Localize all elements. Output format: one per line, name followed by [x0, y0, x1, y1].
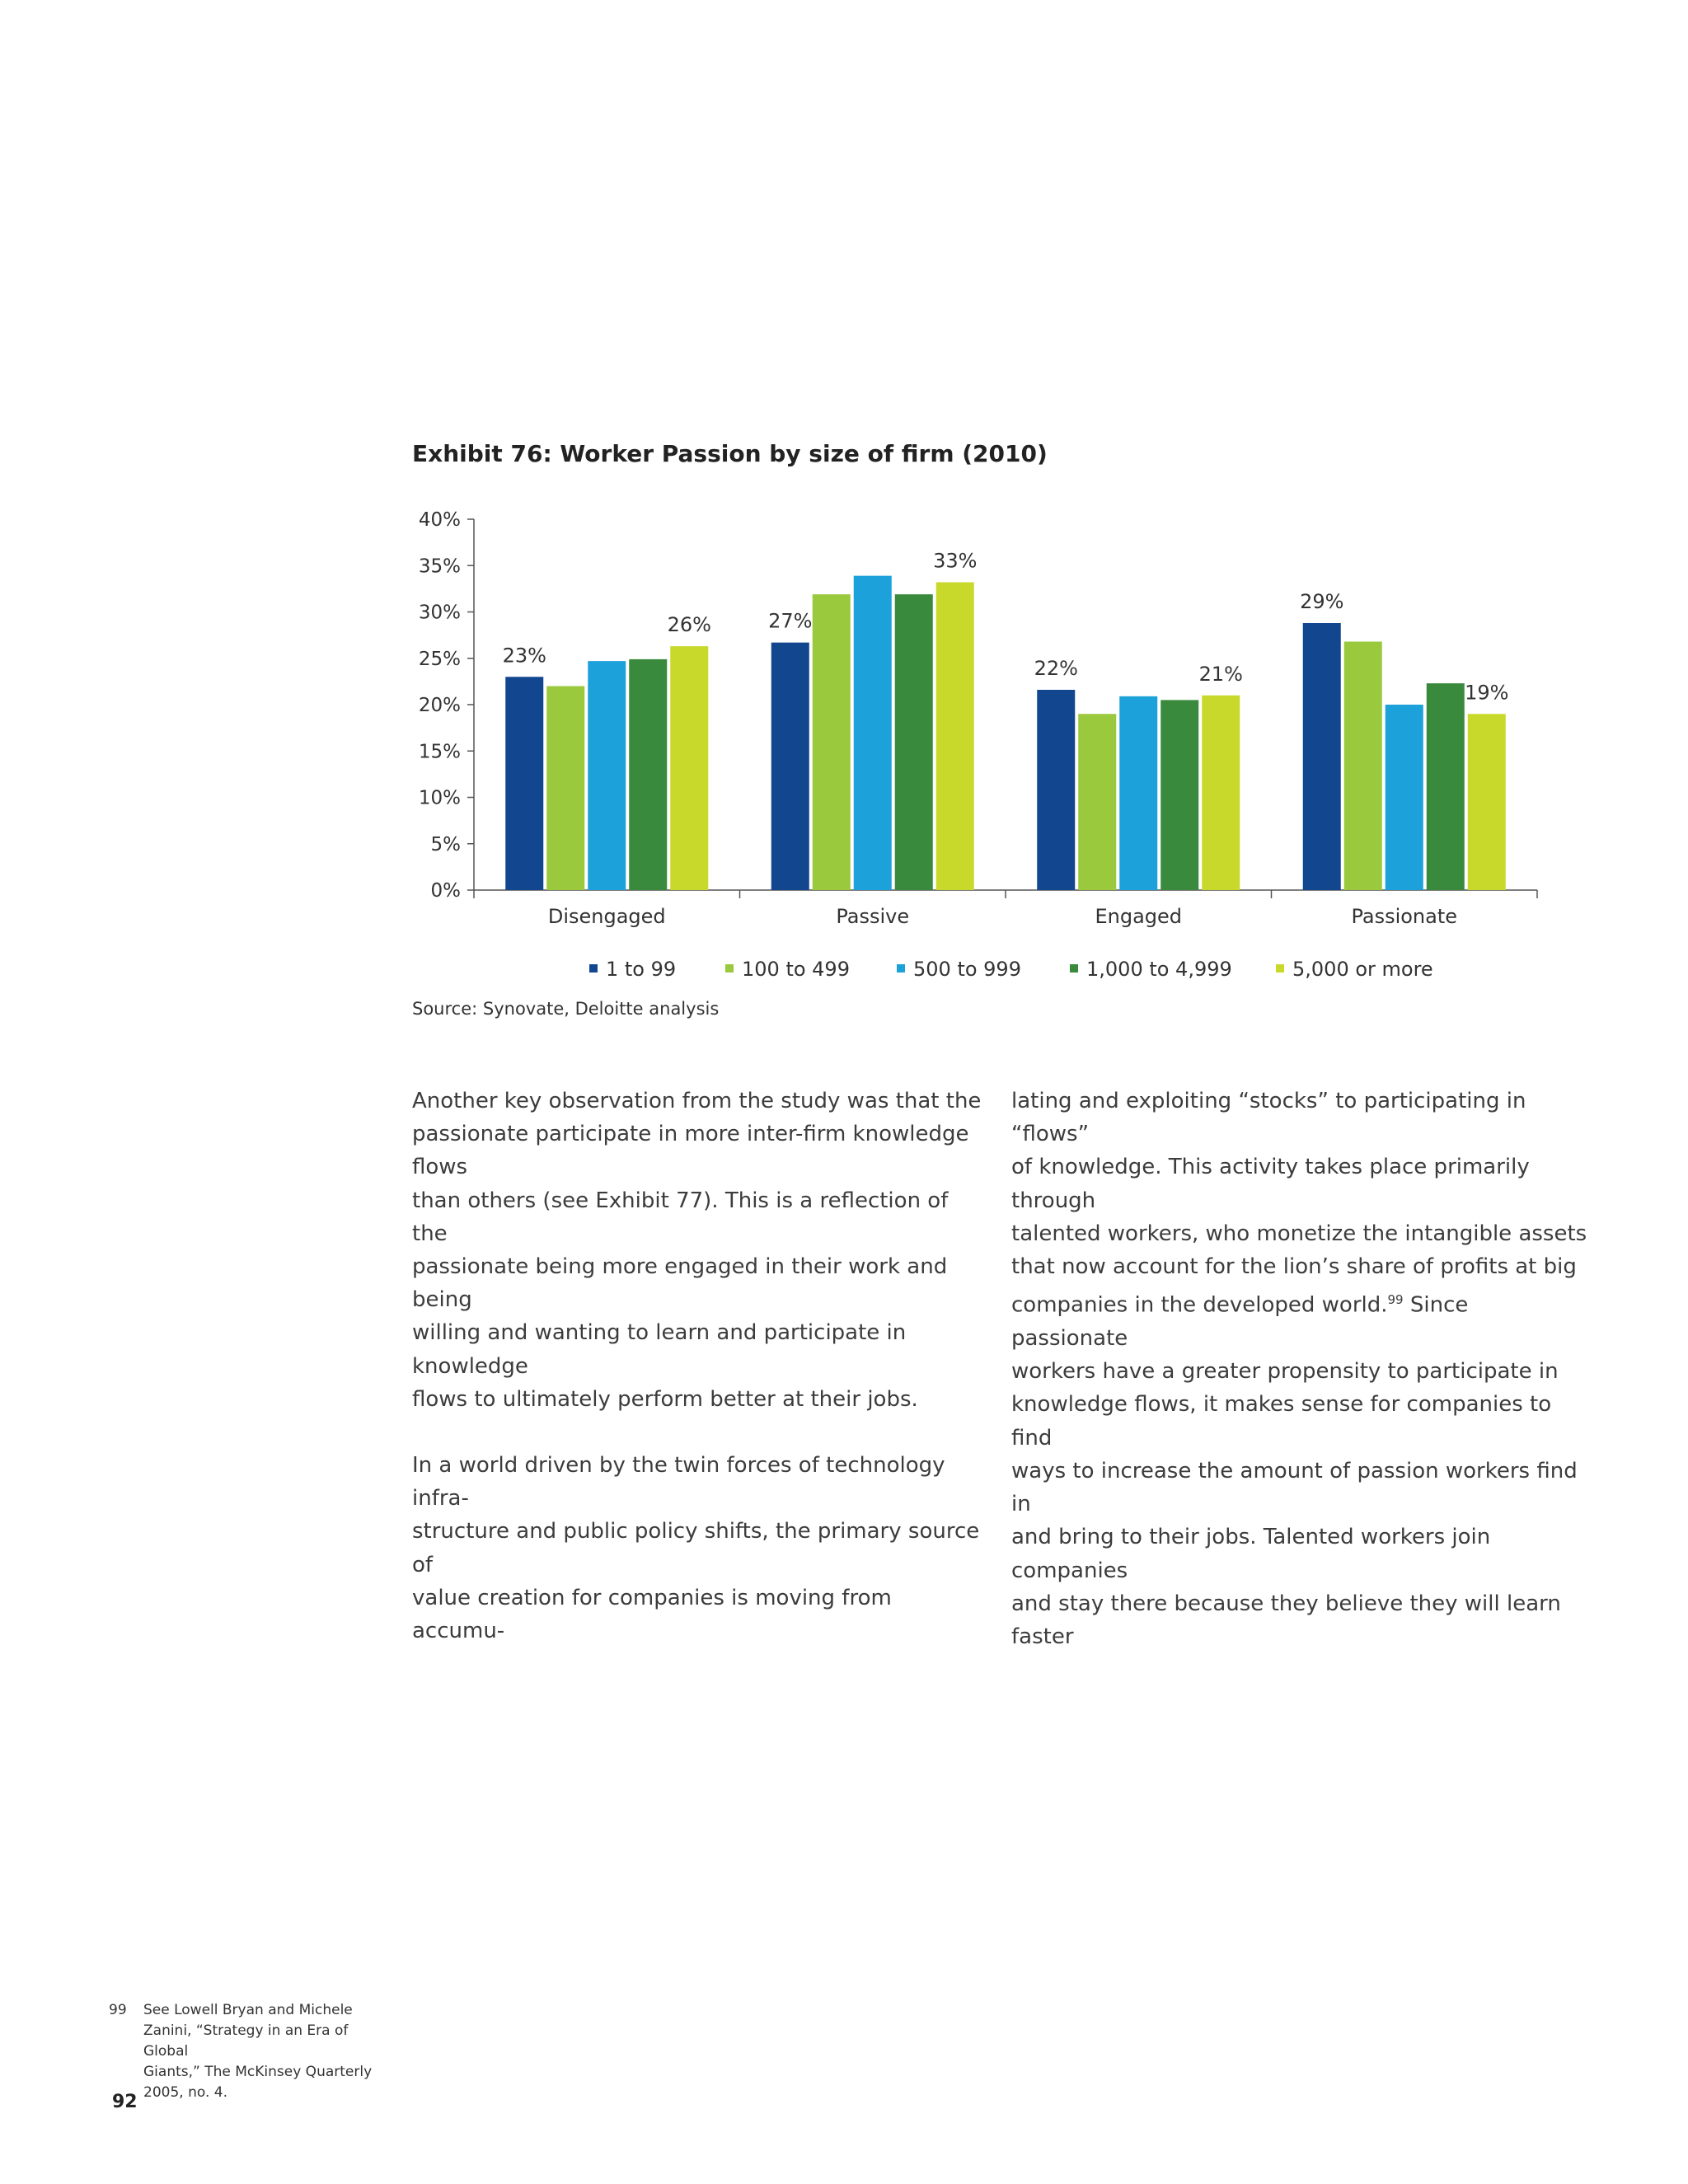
y-tick-label: 20%	[418, 695, 461, 716]
y-tick-label: 0%	[430, 880, 461, 902]
y-tick-label: 5%	[430, 833, 461, 855]
data-label: 22%	[1034, 657, 1078, 680]
bar	[1119, 696, 1157, 890]
bar	[588, 661, 626, 890]
bar	[629, 659, 667, 890]
data-label: 29%	[1300, 590, 1344, 613]
data-label: 19%	[1465, 681, 1509, 705]
bar	[936, 583, 974, 891]
y-tick-label: 10%	[418, 787, 461, 809]
x-category-label: Passive	[836, 905, 910, 928]
body-paragraph: Another key observation from the study was that the passionate participate in more inter-firm knowledge flows than others (see Exhibit 77). This is a reflection of the passionate being more engaged in their work and being willing and wanting to learn and participate in knowledge flows to ultimately perform better at their jobs.	[412, 1089, 982, 1412]
footnote	[109, 2000, 389, 2103]
bar	[1160, 700, 1198, 890]
y-tick-label: 40%	[418, 509, 461, 531]
footnote-number: 99	[109, 2002, 127, 2018]
x-category-label: Engaged	[1095, 905, 1183, 928]
bar	[813, 594, 851, 890]
data-label: 33%	[933, 549, 978, 573]
bar	[1386, 705, 1423, 890]
body-text: lating and exploiting “stocks” to participating in “flows” of knowledge. This activity takes place primarily through talented workers, who monetize the intangible assets that now account for the lion’s share of profits at big companies in the developed world.	[1011, 1089, 1587, 1318]
bar-chart	[396, 494, 1550, 989]
footnote-text: See Lowell Bryan and Michele Zanini, “Strategy in an Era of Global Giants,” The McKinsey Quarterly 2005, no. 4.	[143, 2002, 373, 2101]
bar	[895, 594, 933, 890]
body-column-right	[1011, 1085, 1588, 1653]
chart-source: Source: Synovate, Deloitte analysis	[412, 999, 720, 1019]
x-category-label: Disengaged	[547, 905, 666, 928]
y-tick-label: 35%	[418, 555, 461, 578]
legend-label: 500 to 999	[913, 958, 1021, 981]
bar	[1427, 683, 1465, 890]
legend-swatch	[1276, 964, 1284, 972]
bar	[854, 576, 892, 890]
body-paragraph	[1011, 1085, 1588, 1653]
page-number: 92	[112, 2092, 138, 2112]
body-paragraph: In a world driven by the twin forces of technology infra- structure and public policy shifts, the primary source of value creation for companies is moving from accumu-	[412, 1453, 980, 1644]
legend-label: 5,000 or more	[1292, 958, 1433, 981]
bar	[771, 643, 809, 890]
bar	[1468, 714, 1506, 890]
legend-swatch	[897, 964, 905, 972]
data-label: 27%	[768, 609, 813, 633]
data-label: 21%	[1198, 662, 1243, 686]
legend-label: 100 to 499	[742, 958, 850, 981]
y-tick-label: 25%	[418, 648, 461, 670]
bar	[1344, 642, 1382, 891]
data-label: 26%	[667, 613, 711, 637]
x-category-label: Passionate	[1351, 905, 1458, 928]
legend-label: 1,000 to 4,999	[1086, 958, 1232, 981]
bar	[546, 687, 584, 891]
y-tick-label: 15%	[418, 741, 461, 763]
bar	[1078, 714, 1116, 890]
bar	[1202, 696, 1240, 890]
legend-swatch	[589, 964, 598, 972]
body-column-left	[412, 1085, 989, 1647]
legend-swatch	[1070, 964, 1078, 972]
footnote-reference: 99	[1387, 1292, 1404, 1308]
bar	[1037, 690, 1075, 890]
body-text: Since passionate workers have a greater propensity to participate in knowledge flows, it makes sense for companies to find ways to increase the amount of passion workers find in and bring to their jobs. Talented workers join companies and stay there because they believe they will learn faster	[1011, 1292, 1578, 1649]
y-tick-label: 30%	[418, 602, 461, 624]
exhibit-title: Exhibit 76: Worker Passion by size of firm (2010)	[412, 440, 1048, 467]
bar	[505, 677, 543, 890]
data-label: 23%	[502, 644, 546, 668]
legend-label: 1 to 99	[606, 958, 677, 981]
bar	[1303, 623, 1341, 890]
bar	[670, 646, 708, 890]
legend-swatch	[725, 964, 734, 972]
